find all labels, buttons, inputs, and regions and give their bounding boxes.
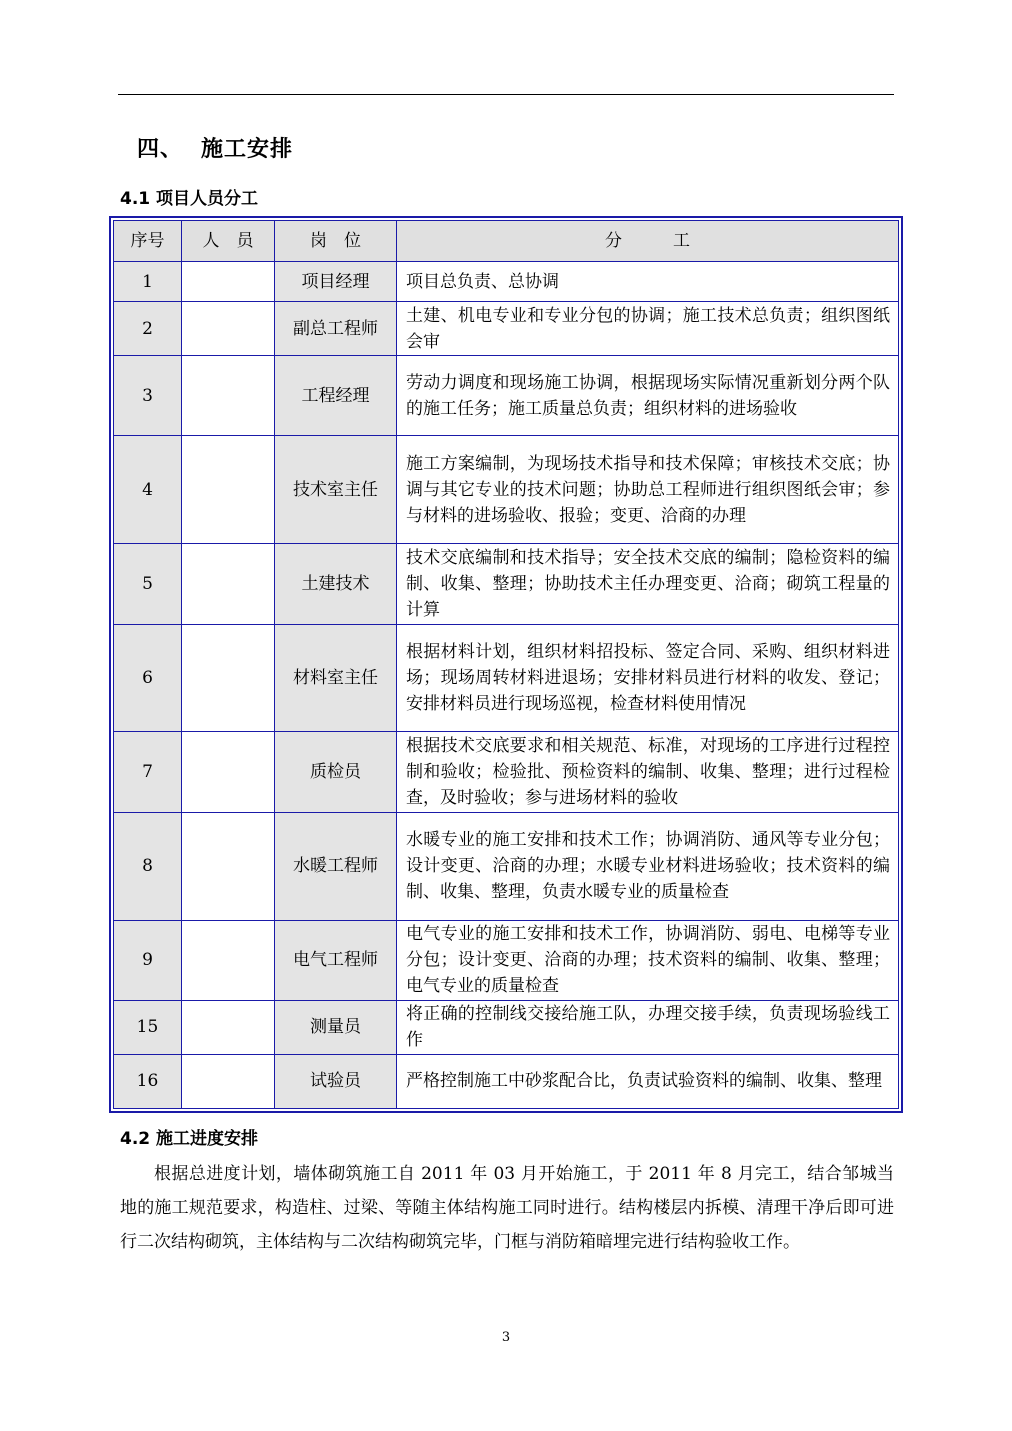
cell-no: 9: [114, 920, 182, 1000]
cell-duty: 根据技术交底要求和相关规范、标准，对现场的工序进行过程控制和验收；检验批、预检资料的编制、收集、整理；进行过程检查，及时验收；参与进场材料的验收: [397, 732, 899, 813]
header-no: 序号: [114, 221, 182, 262]
cell-duty: 技术交底编制和技术指导；安全技术交底的编制；隐检资料的编制、收集、整理；协助技术主任办理变更、洽商；砌筑工程量的计算: [397, 543, 899, 624]
cell-no: 3: [114, 356, 182, 436]
cell-name: [182, 624, 275, 731]
subsection-heading-staff: 4.1 项目人员分工: [120, 189, 259, 209]
table-row: [114, 813, 899, 920]
cell-no: 1: [114, 262, 182, 302]
table-row: [114, 920, 899, 1000]
cell-no: 15: [114, 1000, 182, 1054]
table-row: [114, 1054, 899, 1108]
page-number: 3: [501, 1330, 511, 1345]
table-row: [114, 356, 899, 436]
table-header-row: [114, 221, 899, 262]
cell-duty: 将正确的控制线交接给施工队，办理交接手续，负责现场验线工作: [397, 1000, 899, 1054]
cell-role: 工程经理: [275, 356, 397, 436]
cell-duty: 严格控制施工中砂浆配合比，负责试验资料的编制、收集、整理: [397, 1054, 899, 1108]
cell-duty: 劳动力调度和现场施工协调，根据现场实际情况重新划分两个队的施工任务；施工质量总负责；组织材料的进场验收: [397, 356, 899, 436]
cell-duty: 项目总负责、总协调: [397, 262, 899, 302]
cell-role: 土建技术: [275, 543, 397, 624]
cell-name: [182, 302, 275, 356]
section-number: 四、: [137, 137, 184, 162]
table-row: [114, 302, 899, 356]
cell-role: 技术室主任: [275, 436, 397, 543]
cell-duty: 电气专业的施工安排和技术工作，协调消防、弱电、电梯等专业分包；设计变更、洽商的办理；技术资料的编制、收集、整理；电气专业的质量检查: [397, 920, 899, 1000]
cell-duty: 施工方案编制，为现场技术指导和技术保障；审核技术交底；协调与其它专业的技术问题；协助总工程师进行组织图纸会审；参与材料的进场验收、报验；变更、洽商的办理: [397, 436, 899, 543]
cell-role: 水暖工程师: [275, 813, 397, 920]
section-heading: [137, 132, 293, 163]
table-row: [114, 732, 899, 813]
table-row: [114, 1000, 899, 1054]
table-row: [114, 262, 899, 302]
cell-duty: 水暖专业的施工安排和技术工作；协调消防、通风等专业分包；设计变更、洽商的办理；水暖专业材料进场验收；技术资料的编制、收集、整理，负责水暖专业的质量检查: [397, 813, 899, 920]
subsection-heading-schedule: 4.2 施工进度安排: [120, 1129, 259, 1149]
table-row: [114, 436, 899, 543]
cell-no: 6: [114, 624, 182, 731]
staff-table: [113, 220, 899, 1109]
cell-role: 试验员: [275, 1054, 397, 1108]
cell-name: [182, 436, 275, 543]
table-row: [114, 624, 899, 731]
cell-name: [182, 1054, 275, 1108]
cell-no: 8: [114, 813, 182, 920]
header-rule: [118, 94, 894, 95]
cell-duty: 土建、机电专业和专业分包的协调；施工技术总负责；组织图纸会审: [397, 302, 899, 356]
header-duty: 分 工: [397, 221, 899, 262]
cell-role: 项目经理: [275, 262, 397, 302]
cell-no: 16: [114, 1054, 182, 1108]
cell-role: 材料室主任: [275, 624, 397, 731]
cell-name: [182, 813, 275, 920]
cell-name: [182, 356, 275, 436]
staff-table-frame: [109, 216, 903, 1113]
cell-role: 电气工程师: [275, 920, 397, 1000]
section-title: 施工安排: [201, 137, 294, 162]
cell-role: 质检员: [275, 732, 397, 813]
cell-no: 7: [114, 732, 182, 813]
cell-no: 2: [114, 302, 182, 356]
cell-no: 5: [114, 543, 182, 624]
cell-name: [182, 543, 275, 624]
cell-role: 副总工程师: [275, 302, 397, 356]
cell-no: 4: [114, 436, 182, 543]
cell-role: 测量员: [275, 1000, 397, 1054]
header-name: 人 员: [182, 221, 275, 262]
table-row: [114, 543, 899, 624]
cell-name: [182, 920, 275, 1000]
cell-name: [182, 262, 275, 302]
cell-duty: 根据材料计划，组织材料招投标、签定合同、采购、组织材料进场；现场周转材料进退场；安排材料员进行材料的收发、登记；安排材料员进行现场巡视，检查材料使用情况: [397, 624, 899, 731]
schedule-paragraph: 根据总进度计划，墙体砌筑施工自 2011 年 03 月开始施工，于 2011 年 8 月完工，结合邹城当地的施工规范要求，构造柱、过梁、等随主体结构施工同时进行。结构楼层内拆模、清理干净后即可进行二次结构砌筑，主体结构与二次结构砌筑完毕，门框与消防箱暗埋完进行结构验收工作。: [120, 1164, 894, 1252]
cell-name: [182, 1000, 275, 1054]
cell-name: [182, 732, 275, 813]
header-role: 岗 位: [275, 221, 397, 262]
